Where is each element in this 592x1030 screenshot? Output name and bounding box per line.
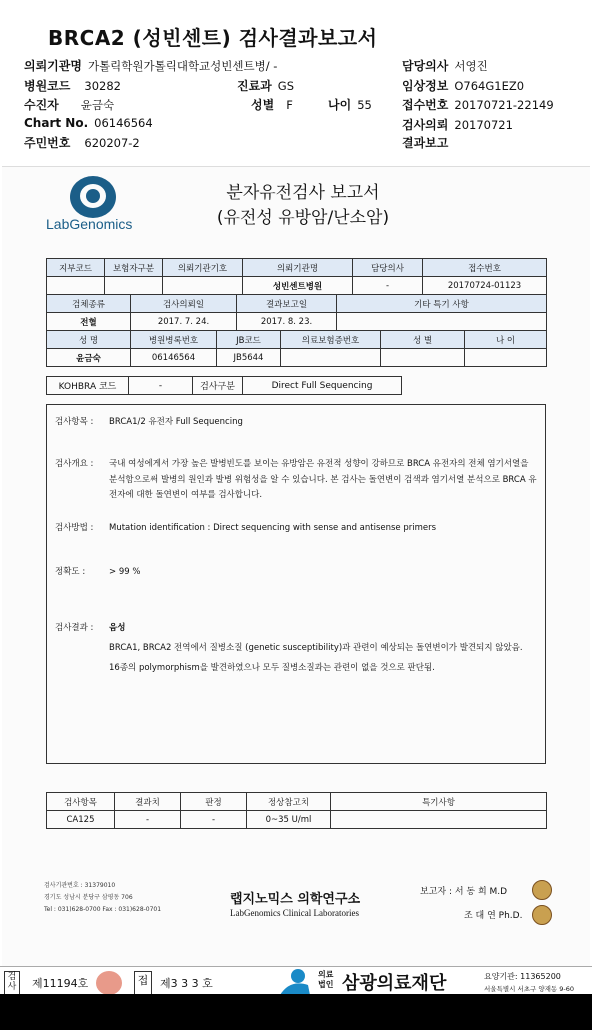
lab-name-english: LabGenomics Clinical Laboratories xyxy=(230,908,359,918)
kohbra-row: KOHBRA 코드 - 검사구분 Direct Full Sequencing xyxy=(46,376,402,395)
row-institution: 의뢰기관명 가톨릭학원가톨릭대학교성빈센트병/ - xyxy=(24,59,278,73)
report-header xyxy=(0,0,592,160)
report-subtitle: (유전성 유방암/난소암) xyxy=(216,208,390,228)
labgenomics-logo: LabGenomics xyxy=(46,176,146,236)
facility-code: 요양기관: 11365200 xyxy=(484,972,561,981)
result-negative: 음성 xyxy=(109,623,126,633)
reporter-1: 보고자 : 서 동 희 M.D xyxy=(420,887,508,897)
row-accession: 접수번호 20170721-22149 xyxy=(402,98,554,112)
row-chart-no: Chart No. 06146564 xyxy=(24,116,153,130)
row-hospital-code: 병원코드 30282 xyxy=(24,79,121,93)
bottom-stamp-bar xyxy=(0,966,592,994)
result-table: 검사항목 결과치 판정 정상참고치 특기사항 CA125 - - 0~35 U/ml xyxy=(46,792,547,829)
row-clinical-info: 임상정보 O764G1EZ0 xyxy=(402,79,525,93)
stamp-label: 접 xyxy=(134,971,152,995)
info-table-2: 검체종류 검사의뢰일 결과보고일 기타 특기 사항 전혈 2017. 7. 24. 2017. 8. 23. xyxy=(46,294,547,331)
row-doctor: 담당의사 서영진 xyxy=(402,59,488,73)
black-bar xyxy=(0,994,592,1030)
red-seal-icon xyxy=(96,971,122,995)
info-table-3: 성 명 병원병록번호 JB코드 의료보험증번호 성 별 나 이 윤금숙 06146564 JB5644 xyxy=(46,330,547,367)
row-resident-no: 주민번호 620207-2 xyxy=(24,136,140,150)
foundation-address: 서울특별시 서초구 양재동 9-60 xyxy=(484,985,575,993)
license-no-2: 제3 3 3 호 xyxy=(160,977,213,990)
check-stamp: 검사 xyxy=(4,971,20,995)
lab-name-korean: 랩지노믹스 의학연구소 xyxy=(230,892,361,907)
row-age: 나이 55 xyxy=(328,98,372,112)
report-title: 분자유전검사 보고서 xyxy=(226,183,380,203)
lab-contact-info: 검사기관번호 : 31379010 경기도 성남시 분당구 삼평동 706 Tel : 031)628-0700 Fax : 031)628-0701 xyxy=(44,882,162,913)
row-sex: 성별 F xyxy=(251,98,293,112)
foundation-logo-icon xyxy=(270,967,314,995)
seal-icon xyxy=(532,880,552,900)
license-no-1: 제11194호 xyxy=(32,977,89,990)
seal-icon xyxy=(532,905,552,925)
row-patient: 수진자 윤금숙 xyxy=(24,98,115,112)
foundation-name: 삼광의료재단 xyxy=(342,973,447,994)
reporter-2: 조 대 연 Ph.D. xyxy=(464,911,523,921)
org-type: 의료법인 xyxy=(318,970,334,989)
row-result-report: 결과보고 xyxy=(402,136,449,150)
page-title: BRCA2 (성빈센트) 검사결과보고서 xyxy=(48,26,378,50)
row-department: 진료과 GS xyxy=(237,79,294,93)
row-request-date: 검사의뢰 20170721 xyxy=(402,118,513,132)
report-body: 검사항목 : BRCA1/2 유전자 Full Sequencing 검사개요 : 국내 여성에게서 가장 높은 발병빈도를 보이는 유방암은 유전적 성향이 강하므로 BRCA 유전자의 전체 염기서열을 분석함으로써 발병의 원인과 발병 위험성을 알 수 있습니다. 본 검사는 돌연변이 검색과 염기서열 분석으로 BRCA 유전자에 대한 돌연변이 여부를 검사합니다. 검사방법 : Mutation identification : Direct sequencing with sense and antisense primers 정확도 : > 99 % 검사결과 : 음성 BRCA1, BRCA2 전역에서 질병소질 (genetic susceptibility)과 관련이 예상되는 돌연변이가 발견되지 않았음. 16종의 polymorphism을 발견하였으나 모두 질병소질과는 관련이 없을 것으로 판단됨. xyxy=(46,404,546,764)
info-table-1: 지부코드 보험자구분 의뢰기관기호 의뢰기관명 담당의사 접수번호 성빈센트병원 - 20170724-01123 xyxy=(46,258,547,295)
